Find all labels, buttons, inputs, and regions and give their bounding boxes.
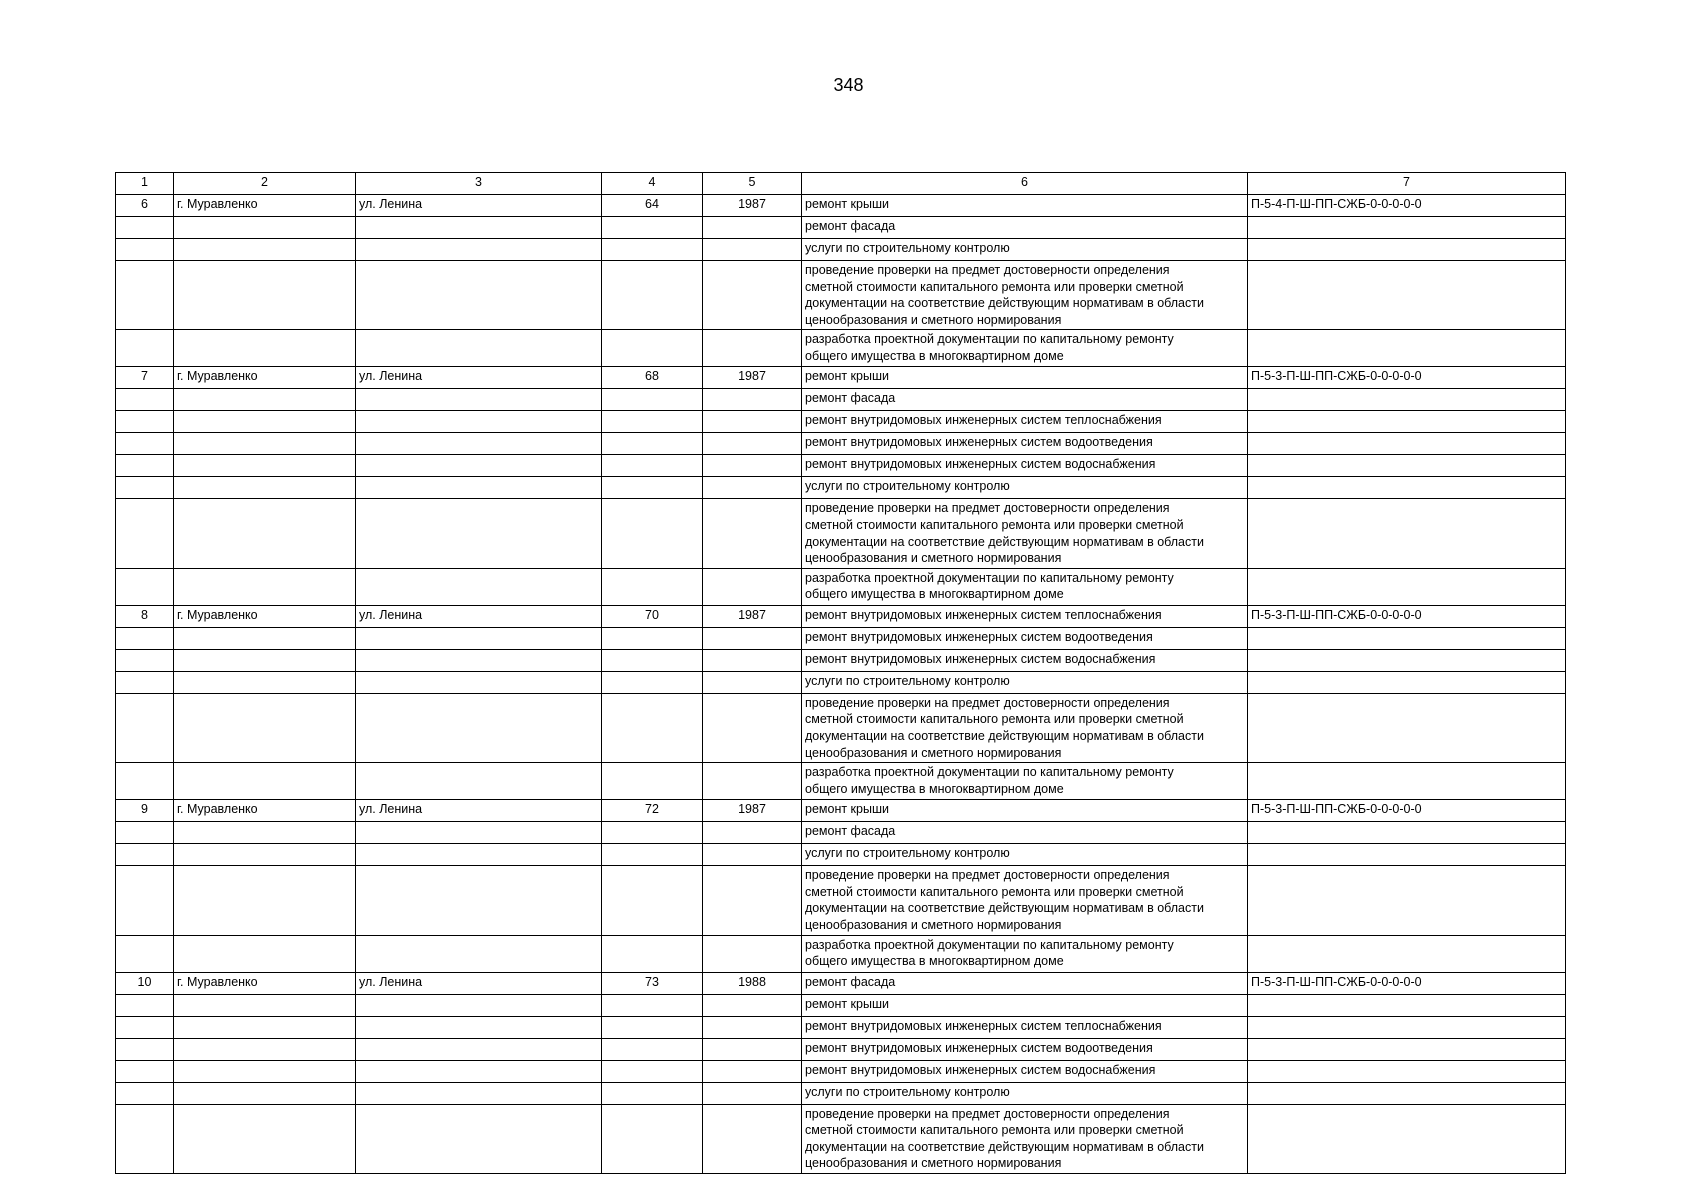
cell-number [116, 1104, 174, 1173]
header-col-5: 5 [703, 173, 802, 195]
cell-year [703, 1016, 802, 1038]
cell-work-type: ремонт внутридомовых инженерных систем водоотведения [802, 433, 1248, 455]
table-header [116, 173, 1566, 195]
cell-number [116, 217, 174, 239]
cell-year [703, 1082, 802, 1104]
header-col-2: 2 [174, 173, 356, 195]
table-row [116, 239, 1566, 261]
cell-building-code [1248, 1060, 1566, 1082]
cell-building-code [1248, 627, 1566, 649]
cell-house [602, 763, 703, 800]
table-row [116, 330, 1566, 367]
cell-city [174, 1060, 356, 1082]
cell-work-type: проведение проверки на предмет достоверности определения сметной стоимости капитального ремонта или проверки сметной документации на соответствие действующим нормативам в области ценообразования и сметного нормирования [802, 261, 1248, 330]
cell-number [116, 1038, 174, 1060]
cell-year: 1987 [703, 800, 802, 822]
table-row [116, 389, 1566, 411]
cell-house [602, 866, 703, 935]
cell-year [703, 239, 802, 261]
cell-building-code [1248, 499, 1566, 568]
cell-number [116, 499, 174, 568]
table-row [116, 693, 1566, 762]
cell-city [174, 649, 356, 671]
cell-city [174, 1082, 356, 1104]
cell-building-code [1248, 455, 1566, 477]
cell-work-type: ремонт внутридомовых инженерных систем водоснабжения [802, 1060, 1248, 1082]
cell-street [356, 217, 602, 239]
table-row [116, 605, 1566, 627]
cell-year [703, 822, 802, 844]
cell-city [174, 866, 356, 935]
cell-building-code: П-5-3-П-Ш-ПП-СЖБ-0-0-0-0-0 [1248, 972, 1566, 994]
cell-year [703, 649, 802, 671]
cell-street [356, 866, 602, 935]
cell-year [703, 763, 802, 800]
cell-work-type: разработка проектной документации по капитальному ремонту общего имущества в многоквартирном доме [802, 935, 1248, 972]
cell-city: г. Муравленко [174, 972, 356, 994]
cell-house [602, 671, 703, 693]
cell-number [116, 389, 174, 411]
cell-city [174, 217, 356, 239]
cell-number: 9 [116, 800, 174, 822]
cell-city [174, 935, 356, 972]
cell-work-type: ремонт внутридомовых инженерных систем теплоснабжения [802, 1016, 1248, 1038]
cell-house: 68 [602, 367, 703, 389]
cell-street [356, 627, 602, 649]
cell-work-type: ремонт фасада [802, 217, 1248, 239]
cell-city [174, 627, 356, 649]
works-table [115, 172, 1566, 1174]
table-row [116, 477, 1566, 499]
cell-number [116, 866, 174, 935]
cell-city [174, 455, 356, 477]
cell-work-type: услуги по строительному контролю [802, 239, 1248, 261]
cell-house [602, 261, 703, 330]
table-row [116, 822, 1566, 844]
cell-house [602, 1038, 703, 1060]
table-row [116, 411, 1566, 433]
cell-city [174, 433, 356, 455]
cell-year [703, 477, 802, 499]
cell-year [703, 935, 802, 972]
cell-work-type: ремонт внутридомовых инженерных систем теплоснабжения [802, 605, 1248, 627]
cell-work-type: услуги по строительному контролю [802, 671, 1248, 693]
cell-house [602, 433, 703, 455]
cell-house [602, 1082, 703, 1104]
cell-building-code [1248, 239, 1566, 261]
header-col-3: 3 [356, 173, 602, 195]
cell-number [116, 477, 174, 499]
cell-number [116, 935, 174, 972]
cell-number [116, 239, 174, 261]
cell-building-code [1248, 1016, 1566, 1038]
cell-street: ул. Ленина [356, 972, 602, 994]
cell-street [356, 411, 602, 433]
cell-street [356, 261, 602, 330]
cell-work-type: ремонт крыши [802, 195, 1248, 217]
cell-street: ул. Ленина [356, 195, 602, 217]
header-col-1: 1 [116, 173, 174, 195]
cell-house [602, 844, 703, 866]
cell-work-type: ремонт крыши [802, 994, 1248, 1016]
cell-building-code [1248, 261, 1566, 330]
cell-work-type: ремонт внутридомовых инженерных систем водоснабжения [802, 649, 1248, 671]
cell-year [703, 568, 802, 605]
cell-building-code [1248, 763, 1566, 800]
cell-year [703, 627, 802, 649]
cell-number [116, 330, 174, 367]
cell-work-type: услуги по строительному контролю [802, 844, 1248, 866]
cell-year [703, 1104, 802, 1173]
cell-year [703, 994, 802, 1016]
cell-house: 64 [602, 195, 703, 217]
table-row [116, 1082, 1566, 1104]
cell-year [703, 217, 802, 239]
cell-city [174, 994, 356, 1016]
cell-house [602, 935, 703, 972]
cell-building-code [1248, 433, 1566, 455]
cell-work-type: ремонт фасада [802, 822, 1248, 844]
cell-street [356, 1016, 602, 1038]
cell-city: г. Муравленко [174, 367, 356, 389]
table-row [116, 627, 1566, 649]
cell-building-code [1248, 822, 1566, 844]
cell-number: 8 [116, 605, 174, 627]
cell-building-code [1248, 1104, 1566, 1173]
cell-year: 1987 [703, 195, 802, 217]
cell-work-type: ремонт внутридомовых инженерных систем водоотведения [802, 627, 1248, 649]
cell-house [602, 1016, 703, 1038]
cell-year: 1987 [703, 367, 802, 389]
cell-street: ул. Ленина [356, 367, 602, 389]
cell-house [602, 1104, 703, 1173]
header-row [116, 173, 1566, 195]
cell-number [116, 671, 174, 693]
cell-number: 10 [116, 972, 174, 994]
cell-number [116, 844, 174, 866]
cell-work-type: ремонт крыши [802, 800, 1248, 822]
cell-street: ул. Ленина [356, 605, 602, 627]
table-row [116, 433, 1566, 455]
table-row [116, 261, 1566, 330]
cell-work-type: услуги по строительному контролю [802, 477, 1248, 499]
cell-street [356, 499, 602, 568]
cell-street [356, 763, 602, 800]
cell-work-type: разработка проектной документации по капитальному ремонту общего имущества в многоквартирном доме [802, 763, 1248, 800]
table-row [116, 1016, 1566, 1038]
cell-work-type: услуги по строительному контролю [802, 1082, 1248, 1104]
cell-house: 72 [602, 800, 703, 822]
table-row [116, 1104, 1566, 1173]
cell-city [174, 1104, 356, 1173]
cell-city [174, 499, 356, 568]
cell-house [602, 217, 703, 239]
cell-number [116, 763, 174, 800]
cell-work-type: ремонт внутридомовых инженерных систем водоснабжения [802, 455, 1248, 477]
cell-number [116, 822, 174, 844]
cell-house [602, 455, 703, 477]
cell-house [602, 389, 703, 411]
cell-street [356, 433, 602, 455]
table-row [116, 568, 1566, 605]
cell-house [602, 822, 703, 844]
table-row [116, 195, 1566, 217]
table-row [116, 455, 1566, 477]
cell-city [174, 330, 356, 367]
cell-year [703, 1038, 802, 1060]
cell-year: 1988 [703, 972, 802, 994]
cell-year [703, 866, 802, 935]
cell-year [703, 261, 802, 330]
cell-number [116, 1016, 174, 1038]
cell-street [356, 1038, 602, 1060]
cell-building-code: П-5-3-П-Ш-ПП-СЖБ-0-0-0-0-0 [1248, 367, 1566, 389]
cell-work-type: ремонт фасада [802, 389, 1248, 411]
cell-work-type: проведение проверки на предмет достоверности определения сметной стоимости капитального ремонта или проверки сметной документации на соответствие действующим нормативам в области ценообразования и сметного нормирования [802, 866, 1248, 935]
cell-street [356, 330, 602, 367]
cell-number: 6 [116, 195, 174, 217]
cell-year: 1987 [703, 605, 802, 627]
cell-house [602, 1060, 703, 1082]
cell-street: ул. Ленина [356, 800, 602, 822]
table-body [116, 195, 1566, 1174]
cell-building-code [1248, 389, 1566, 411]
cell-house [602, 649, 703, 671]
table-row [116, 763, 1566, 800]
cell-work-type: разработка проектной документации по капитальному ремонту общего имущества в многоквартирном доме [802, 568, 1248, 605]
cell-number [116, 1082, 174, 1104]
cell-work-type: проведение проверки на предмет достоверности определения сметной стоимости капитального ремонта или проверки сметной документации на соответствие действующим нормативам в области ценообразования и сметного нормирования [802, 1104, 1248, 1173]
cell-city [174, 822, 356, 844]
page-number: 348 [833, 75, 864, 95]
cell-house [602, 693, 703, 762]
cell-city [174, 261, 356, 330]
cell-street [356, 935, 602, 972]
cell-building-code [1248, 671, 1566, 693]
cell-building-code [1248, 994, 1566, 1016]
cell-number: 7 [116, 367, 174, 389]
table-row [116, 217, 1566, 239]
cell-building-code [1248, 330, 1566, 367]
cell-building-code: П-5-3-П-Ш-ПП-СЖБ-0-0-0-0-0 [1248, 605, 1566, 627]
cell-number [116, 411, 174, 433]
cell-street [356, 477, 602, 499]
cell-number [116, 627, 174, 649]
table-row [116, 994, 1566, 1016]
cell-city [174, 1016, 356, 1038]
header-col-7: 7 [1248, 173, 1566, 195]
cell-street [356, 671, 602, 693]
cell-city [174, 477, 356, 499]
cell-work-type: проведение проверки на предмет достоверности определения сметной стоимости капитального ремонта или проверки сметной документации на соответствие действующим нормативам в области ценообразования и сметного нормирования [802, 693, 1248, 762]
table-row [116, 866, 1566, 935]
cell-city [174, 763, 356, 800]
cell-number [116, 568, 174, 605]
cell-number [116, 261, 174, 330]
cell-building-code [1248, 844, 1566, 866]
cell-street [356, 994, 602, 1016]
cell-work-type: ремонт внутридомовых инженерных систем водоотведения [802, 1038, 1248, 1060]
cell-city [174, 844, 356, 866]
cell-city [174, 671, 356, 693]
cell-building-code [1248, 1082, 1566, 1104]
table-row [116, 499, 1566, 568]
cell-street [356, 1104, 602, 1173]
cell-number [116, 994, 174, 1016]
cell-city: г. Муравленко [174, 800, 356, 822]
cell-number [116, 1060, 174, 1082]
cell-building-code [1248, 411, 1566, 433]
cell-house [602, 330, 703, 367]
cell-year [703, 389, 802, 411]
cell-year [703, 499, 802, 568]
table-row [116, 649, 1566, 671]
cell-city [174, 693, 356, 762]
cell-street [356, 1082, 602, 1104]
cell-house [602, 477, 703, 499]
cell-year [703, 844, 802, 866]
cell-building-code [1248, 935, 1566, 972]
cell-building-code [1248, 568, 1566, 605]
cell-building-code [1248, 693, 1566, 762]
cell-year [703, 1060, 802, 1082]
cell-street [356, 822, 602, 844]
header-col-6: 6 [802, 173, 1248, 195]
cell-street [356, 1060, 602, 1082]
cell-building-code [1248, 649, 1566, 671]
cell-house [602, 411, 703, 433]
cell-work-type: разработка проектной документации по капитальному ремонту общего имущества в многоквартирном доме [802, 330, 1248, 367]
cell-street [356, 693, 602, 762]
cell-year [703, 455, 802, 477]
cell-city: г. Муравленко [174, 195, 356, 217]
cell-street [356, 389, 602, 411]
cell-work-type: ремонт крыши [802, 367, 1248, 389]
cell-street [356, 568, 602, 605]
cell-building-code [1248, 1038, 1566, 1060]
cell-number [116, 649, 174, 671]
table-row [116, 1038, 1566, 1060]
cell-street [356, 649, 602, 671]
cell-number [116, 693, 174, 762]
table-row [116, 800, 1566, 822]
table-row [116, 1060, 1566, 1082]
cell-city [174, 411, 356, 433]
cell-year [703, 433, 802, 455]
cell-house [602, 994, 703, 1016]
cell-work-type: ремонт внутридомовых инженерных систем теплоснабжения [802, 411, 1248, 433]
table-row [116, 972, 1566, 994]
cell-house [602, 239, 703, 261]
cell-work-type: проведение проверки на предмет достоверности определения сметной стоимости капитального ремонта или проверки сметной документации на соответствие действующим нормативам в области ценообразования и сметного нормирования [802, 499, 1248, 568]
cell-city: г. Муравленко [174, 605, 356, 627]
cell-year [703, 693, 802, 762]
table-row [116, 671, 1566, 693]
cell-number [116, 455, 174, 477]
cell-year [703, 411, 802, 433]
cell-city [174, 1038, 356, 1060]
cell-house [602, 627, 703, 649]
cell-building-code [1248, 217, 1566, 239]
cell-house: 70 [602, 605, 703, 627]
cell-number [116, 433, 174, 455]
cell-street [356, 239, 602, 261]
cell-street [356, 844, 602, 866]
cell-house [602, 499, 703, 568]
cell-street [356, 455, 602, 477]
cell-year [703, 671, 802, 693]
cell-house [602, 568, 703, 605]
cell-house: 73 [602, 972, 703, 994]
cell-building-code [1248, 477, 1566, 499]
cell-building-code [1248, 866, 1566, 935]
cell-city [174, 389, 356, 411]
cell-year [703, 330, 802, 367]
table-row [116, 844, 1566, 866]
cell-building-code: П-5-4-П-Ш-ПП-СЖБ-0-0-0-0-0 [1248, 195, 1566, 217]
cell-city [174, 568, 356, 605]
table-row [116, 367, 1566, 389]
cell-work-type: ремонт фасада [802, 972, 1248, 994]
table-row [116, 935, 1566, 972]
cell-building-code: П-5-3-П-Ш-ПП-СЖБ-0-0-0-0-0 [1248, 800, 1566, 822]
cell-city [174, 239, 356, 261]
header-col-4: 4 [602, 173, 703, 195]
